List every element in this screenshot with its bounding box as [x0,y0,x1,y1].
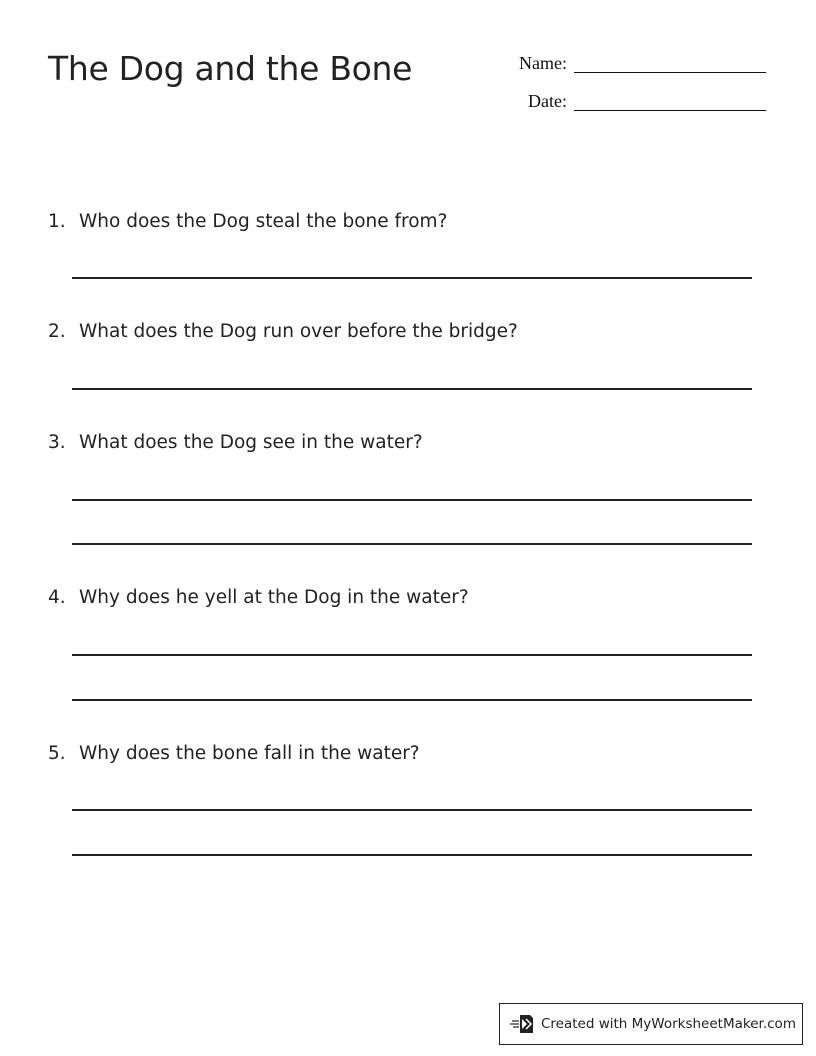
answer-line-1a[interactable] [72,277,752,279]
question-text: Why does he yell at the Dog in the water? [79,587,469,608]
answer-line-2a[interactable] [72,388,752,390]
answer-line-3b[interactable] [72,543,752,545]
worksheet-maker-logo-icon [510,1012,536,1036]
date-label: Date: [528,91,567,111]
question-number: 2. [48,321,66,342]
question-text: What does the Dog run over before the bridge? [79,321,518,342]
question-number: 5. [48,743,66,764]
answer-line-4a[interactable] [72,654,752,656]
question-text: Why does the bone fall in the water? [79,743,420,764]
answer-line-5a[interactable] [72,809,752,811]
question-text: What does the Dog see in the water? [79,432,423,453]
question-number: 1. [48,211,66,232]
footer-credit[interactable] [499,1003,803,1045]
answer-line-3a[interactable] [72,499,752,501]
answer-line-5b[interactable] [72,854,752,856]
name-field[interactable] [519,53,766,74]
question-number: 4. [48,587,66,608]
answer-line-4b[interactable] [72,699,752,701]
name-label: Name: [519,53,567,73]
name-line[interactable] [574,71,766,73]
question-number: 3. [48,432,66,453]
footer-text: Created with MyWorksheetMaker.com [541,1016,796,1032]
question-text: Who does the Dog steal the bone from? [79,211,448,232]
date-line[interactable] [574,109,766,111]
date-field[interactable] [528,91,766,112]
worksheet-title: The Dog and the Bone [48,49,413,88]
